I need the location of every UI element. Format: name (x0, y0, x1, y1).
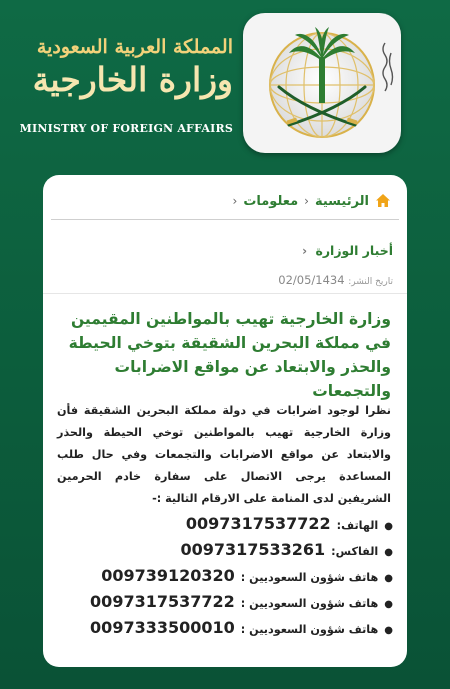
ministry-name-english: MINISTRY OF FOREIGN AFFAIRS (19, 122, 233, 135)
contact-label: الفاكس: (331, 545, 379, 558)
article-headline: وزارة الخارجية تهيب بالمواطنين المقيمين في مملكة البحرين الشقيقة بتوخي الحيطة والحذر والابتعاد عن مواقع الاضرابات والتجمعات (68, 310, 391, 400)
chevron-left-icon: ‹ (232, 194, 238, 208)
publish-date (278, 273, 393, 287)
bullet-icon: ● (384, 573, 393, 584)
ministry-news-link[interactable] (302, 243, 393, 258)
contact-number[interactable]: 0097333500010 (90, 618, 235, 637)
bullet-icon: ● (384, 521, 393, 532)
contact-label: هاتف شؤون السعوديين : (240, 571, 379, 584)
contact-item (57, 511, 393, 537)
chevron-left-icon: ‹ (302, 244, 308, 258)
contact-number[interactable]: 0097317537722 (185, 514, 331, 533)
title-block (13, 36, 233, 135)
divider (43, 293, 407, 294)
contact-item (57, 537, 393, 563)
contact-number[interactable]: 009739120320 (101, 566, 235, 585)
contact-number[interactable]: 0097317533261 (180, 540, 326, 559)
breadcrumb-info-link[interactable]: معلومات (243, 193, 299, 209)
ministry-news-label: أخبار الوزارة (315, 243, 393, 258)
kingdom-name: المملكة العربية السعودية (36, 36, 233, 58)
breadcrumb-home-link[interactable]: الرئيسية (314, 193, 369, 209)
content-card (43, 175, 407, 667)
contact-item (57, 615, 393, 641)
publish-date-label: تاريخ النشر: (348, 277, 393, 287)
bullet-icon: ● (384, 625, 393, 636)
contact-label: هاتف شؤون السعوديين : (240, 597, 379, 610)
divider (51, 219, 399, 220)
app-header (0, 0, 450, 170)
bullet-icon: ● (384, 599, 393, 610)
breadcrumb (233, 191, 392, 211)
contact-item (57, 563, 393, 589)
chevron-left-icon: ‹ (304, 194, 309, 208)
home-icon[interactable] (375, 193, 391, 209)
contact-label: الهاتف: (336, 519, 379, 532)
contact-list (57, 511, 393, 641)
emblem-logo (243, 13, 401, 153)
contact-label: هاتف شؤون السعوديين : (240, 623, 379, 636)
bullet-icon: ● (384, 547, 393, 558)
ministry-name-arabic: وزارة الخارجية (32, 60, 233, 99)
article-body: نظرا لوجود اضرابات في دولة مملكة البحرين الشقيقة فأن وزارة الخارجية تهيب بالمواطنين توخي الحيطة والحذر والابتعاد عن مواقع الاضرابات والتجمعات وفي حال طلب المساعدة يرجى الاتصال على سفارة خادم الحرمين الشريفين لدى المنامة على الارقام التالية :- (57, 404, 391, 505)
contact-number[interactable]: 0097317537722 (90, 592, 235, 611)
saudi-emblem-icon (243, 13, 401, 153)
contact-item (57, 589, 393, 615)
publish-date-value: 02/05/1434 (278, 273, 345, 287)
